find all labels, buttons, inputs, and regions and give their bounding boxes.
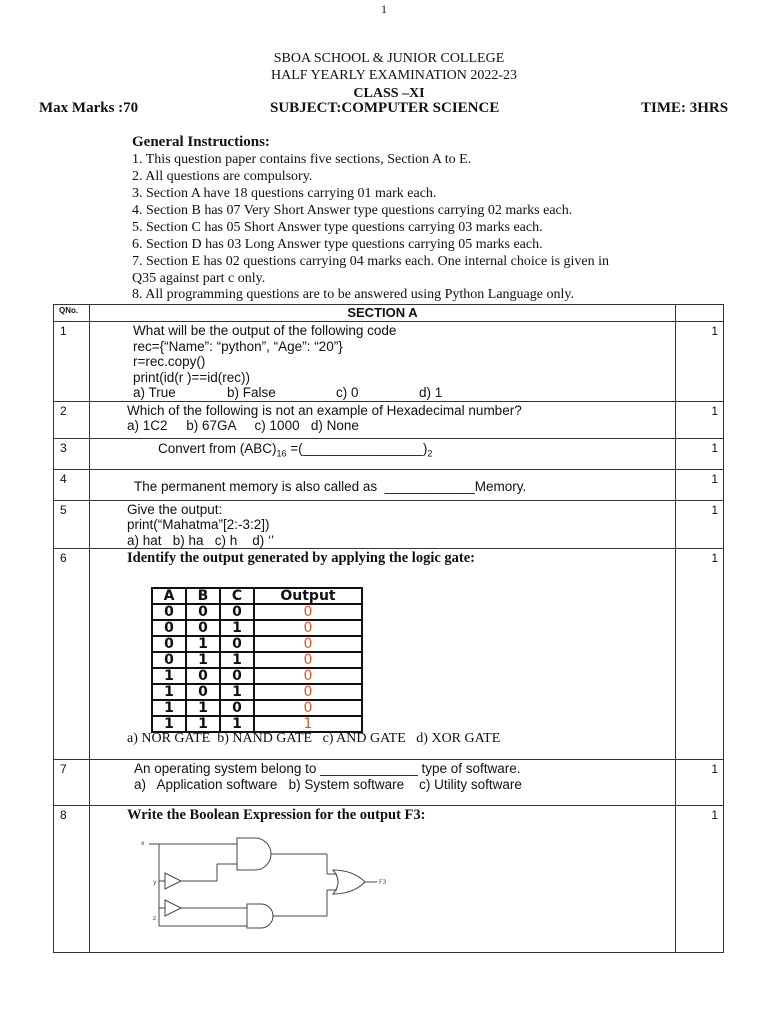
truth-cell: 0 bbox=[152, 604, 186, 620]
logic-circuit-diagram bbox=[137, 836, 417, 946]
truth-cell: 0 bbox=[152, 652, 186, 668]
option: a) True bbox=[133, 385, 176, 400]
question-text: rec={“Name”: “python”, “Age”: “20”} bbox=[133, 338, 343, 354]
truth-cell: 1 bbox=[186, 652, 220, 668]
table-header-row bbox=[54, 305, 724, 322]
truth-row bbox=[152, 604, 362, 620]
question-1 bbox=[90, 322, 676, 402]
question-number: 2 bbox=[54, 401, 90, 438]
question-text: print(“Mahatma”[2:-3:2]) bbox=[127, 517, 270, 532]
truth-header: B bbox=[186, 588, 220, 604]
truth-cell: 1 bbox=[220, 716, 254, 732]
instruction-item: 2. All questions are compulsory. bbox=[132, 169, 313, 184]
truth-output: 1 bbox=[254, 716, 362, 732]
instruction-item: 4. Section B has 07 Very Short Answer type questions carrying 02 marks each. bbox=[132, 203, 573, 218]
exam-title: HALF YEARLY EXAMINATION 2022-23 bbox=[271, 68, 518, 83]
and-gate-icon bbox=[247, 904, 273, 928]
truth-output: 0 bbox=[254, 636, 362, 652]
subscript: 16 bbox=[276, 448, 287, 459]
marks: 1 bbox=[676, 760, 724, 806]
table-row bbox=[54, 469, 724, 500]
not-gate-icon bbox=[165, 900, 181, 916]
truth-table bbox=[151, 587, 363, 733]
and-gate-icon bbox=[237, 838, 271, 870]
table-row bbox=[54, 760, 724, 806]
truth-header: A bbox=[152, 588, 186, 604]
truth-header: Output bbox=[254, 588, 362, 604]
truth-row bbox=[152, 668, 362, 684]
options-row: a) hat b) ha c) h d) ‘’ bbox=[127, 532, 275, 548]
truth-cell: 1 bbox=[152, 716, 186, 732]
truth-cell: 1 bbox=[152, 668, 186, 684]
truth-output: 0 bbox=[254, 604, 362, 620]
table-row bbox=[54, 500, 724, 549]
truth-output: 0 bbox=[254, 620, 362, 636]
question-text: What will be the output of the following code bbox=[133, 323, 397, 338]
option: b) False bbox=[227, 385, 276, 400]
question-7 bbox=[90, 760, 676, 806]
truth-row bbox=[152, 636, 362, 652]
marks: 1 bbox=[676, 500, 724, 549]
option: c) 0 bbox=[336, 385, 359, 400]
question-2 bbox=[90, 401, 676, 438]
truth-row bbox=[152, 684, 362, 700]
table-row bbox=[54, 549, 724, 760]
truth-cell: 0 bbox=[220, 604, 254, 620]
truth-cell: 1 bbox=[186, 716, 220, 732]
qno-header: QNo. bbox=[54, 305, 90, 322]
question-3 bbox=[90, 438, 676, 469]
truth-output: 0 bbox=[254, 668, 362, 684]
question-text: ) bbox=[422, 440, 428, 456]
options-row: a) NOR GATE b) NAND GATE c) AND GATE d) XOR GATE bbox=[127, 731, 501, 746]
output-label-f3: F3 bbox=[379, 879, 387, 886]
truth-cell: 1 bbox=[220, 620, 254, 636]
subscript: 2 bbox=[427, 448, 433, 459]
question-number: 1 bbox=[54, 322, 90, 402]
school-name: SBOA SCHOOL & JUNIOR COLLEGE bbox=[273, 51, 505, 66]
question-text: Give the output: bbox=[127, 501, 223, 517]
marks: 1 bbox=[676, 806, 724, 953]
truth-cell: 1 bbox=[152, 684, 186, 700]
input-label-z: z bbox=[153, 915, 157, 922]
question-number: 3 bbox=[54, 438, 90, 469]
question-6 bbox=[90, 549, 676, 760]
table-row bbox=[54, 322, 724, 402]
question-text: r=rec.copy() bbox=[133, 354, 206, 369]
option: d) 1 bbox=[419, 385, 443, 400]
truth-cell: 0 bbox=[152, 620, 186, 636]
truth-header: C bbox=[220, 588, 254, 604]
question-number: 8 bbox=[54, 806, 90, 953]
truth-cell: 1 bbox=[186, 636, 220, 652]
input-label-y: y bbox=[153, 879, 157, 886]
input-label-x: x bbox=[141, 840, 145, 847]
options-row: a) 1C2 b) 67GA c) 1000 d) None bbox=[127, 418, 359, 433]
truth-cell: 1 bbox=[220, 652, 254, 668]
marks: 1 bbox=[676, 322, 724, 402]
truth-row bbox=[152, 620, 362, 636]
subject-label: SUBJECT:COMPUTER SCIENCE bbox=[270, 100, 500, 116]
instruction-item: 6. Section D has 03 Long Answer type questions carrying 05 marks each. bbox=[132, 237, 543, 252]
marks: 1 bbox=[676, 401, 724, 438]
or-gate-icon bbox=[333, 870, 365, 894]
not-gate-icon bbox=[165, 873, 181, 889]
question-8 bbox=[90, 806, 676, 953]
page-number: 1 bbox=[381, 2, 387, 16]
truth-cell: 1 bbox=[152, 700, 186, 716]
question-text: Convert from (ABC) bbox=[158, 440, 277, 456]
options-row bbox=[133, 385, 675, 401]
question-text: print(id(r )==id(rec)) bbox=[133, 369, 251, 385]
instruction-item: Q35 against part c only. bbox=[132, 271, 266, 286]
truth-cell: 0 bbox=[220, 636, 254, 652]
question-text: An operating system belong to _____________ type of software. bbox=[134, 761, 521, 776]
question-table bbox=[53, 304, 724, 953]
truth-cell: 1 bbox=[186, 700, 220, 716]
table-row bbox=[54, 806, 724, 953]
truth-cell: 0 bbox=[186, 604, 220, 620]
truth-cell: 0 bbox=[186, 668, 220, 684]
instruction-item: 3. Section A have 18 questions carrying 01 mark each. bbox=[132, 186, 437, 201]
truth-row bbox=[152, 652, 362, 668]
instruction-item: 7. Section E has 02 questions carrying 04 marks each. One internal choice is given in bbox=[132, 254, 610, 269]
question-number: 7 bbox=[54, 760, 90, 806]
question-number: 4 bbox=[54, 469, 90, 500]
question-text: Identify the output generated by applying the logic gate: bbox=[127, 550, 475, 566]
truth-cell: 1 bbox=[220, 684, 254, 700]
marks: 1 bbox=[676, 469, 724, 500]
class-label: CLASS –XI bbox=[353, 86, 425, 101]
instruction-item: 8. All programming questions are to be answered using Python Language only. bbox=[132, 287, 574, 302]
marks: 1 bbox=[676, 438, 724, 469]
truth-output: 0 bbox=[254, 700, 362, 716]
time-label: TIME: 3HRS bbox=[641, 100, 729, 116]
truth-cell: 0 bbox=[220, 668, 254, 684]
truth-row bbox=[152, 716, 362, 732]
table-row bbox=[54, 438, 724, 469]
truth-header-row bbox=[152, 588, 362, 604]
truth-output: 0 bbox=[254, 684, 362, 700]
truth-cell: 0 bbox=[186, 620, 220, 636]
question-text: Which of the following is not an example of Hexadecimal number? bbox=[127, 402, 522, 418]
question-number: 6 bbox=[54, 549, 90, 760]
question-text: Write the Boolean Expression for the output F3: bbox=[127, 807, 426, 823]
max-marks: Max Marks :70 bbox=[39, 100, 139, 116]
options-row: a) Application software b) System software c) Utility software bbox=[134, 776, 522, 792]
question-5 bbox=[90, 500, 676, 549]
question-number: 5 bbox=[54, 500, 90, 549]
truth-row bbox=[152, 700, 362, 716]
instructions-title: General Instructions: bbox=[132, 134, 270, 150]
question-text: =( bbox=[286, 440, 303, 456]
question-text: The permanent memory is also called as ____________Memory. bbox=[90, 469, 676, 500]
marks: 1 bbox=[676, 549, 724, 760]
section-title: SECTION A bbox=[90, 305, 676, 322]
truth-cell: 0 bbox=[186, 684, 220, 700]
instruction-item: 1. This question paper contains five sections, Section A to E. bbox=[132, 152, 472, 167]
truth-cell: 0 bbox=[152, 636, 186, 652]
truth-output: 0 bbox=[254, 652, 362, 668]
instruction-item: 5. Section C has 05 Short Answer type questions carrying 03 marks each. bbox=[132, 220, 543, 235]
answer-blank: ________________ bbox=[302, 440, 423, 456]
truth-cell: 0 bbox=[220, 700, 254, 716]
table-row bbox=[54, 401, 724, 438]
